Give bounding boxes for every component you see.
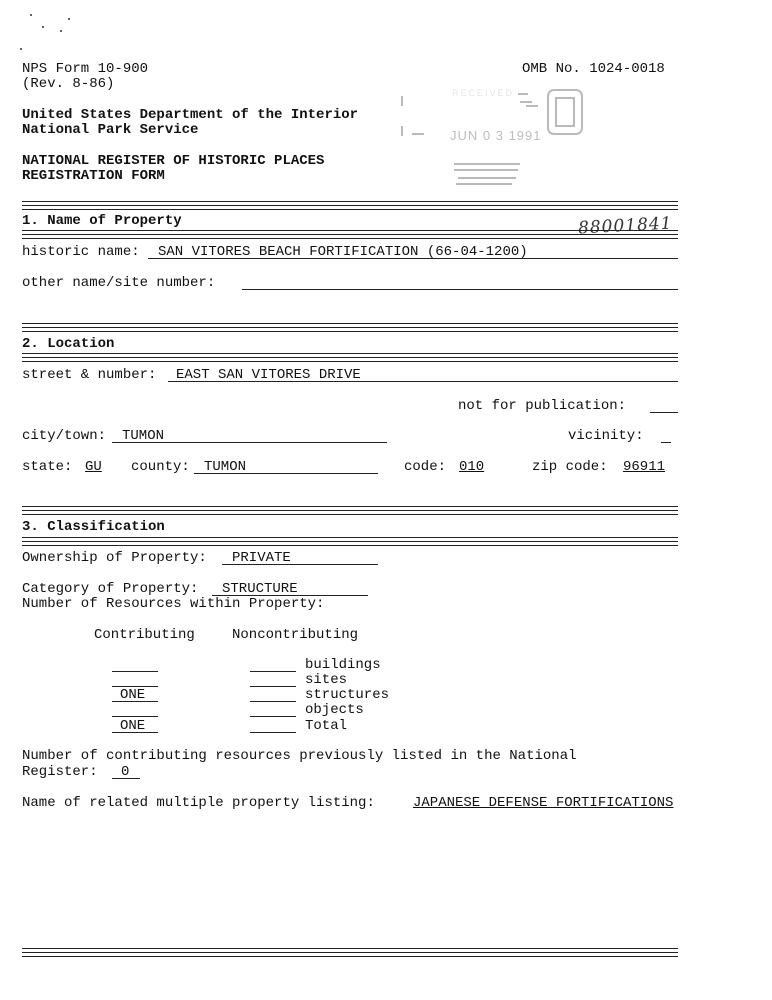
- contributing-value[interactable]: ONE: [120, 687, 146, 703]
- section-divider: [22, 948, 678, 957]
- state-value[interactable]: GU: [85, 459, 102, 475]
- col-contributing: Contributing: [94, 627, 195, 643]
- scan-speck: [20, 48, 22, 50]
- resource-type: sites: [305, 672, 348, 688]
- county-label: county:: [131, 459, 190, 475]
- zip-label: zip code:: [532, 459, 608, 475]
- county-value[interactable]: TUMON: [204, 459, 247, 475]
- noncontributing-underline: [250, 716, 296, 717]
- previously-listed-value[interactable]: 0: [121, 764, 130, 780]
- form-title: REGISTRATION FORM: [22, 168, 165, 184]
- noncontributing-underline: [250, 732, 296, 733]
- resources-label: Number of Resources within Property:: [22, 596, 325, 612]
- category-value[interactable]: STRUCTURE: [222, 581, 298, 597]
- resource-type: buildings: [305, 657, 381, 673]
- noncontributing-underline: [250, 686, 296, 687]
- section-divider: [22, 537, 678, 546]
- street-value[interactable]: EAST SAN VITORES DRIVE: [176, 367, 361, 383]
- contributing-underline: [112, 671, 158, 672]
- vicinity-label: vicinity:: [568, 428, 644, 444]
- scan-speck: [30, 14, 32, 16]
- form-id: NPS Form 10-900: [22, 61, 149, 77]
- noncontributing-underline: [250, 671, 296, 672]
- multiple-property-value[interactable]: JAPANESE DEFENSE FORTIFICATIONS: [413, 795, 674, 811]
- noncontributing-underline: [250, 701, 296, 702]
- city-label: city/town:: [22, 428, 107, 444]
- section-divider: [22, 230, 678, 239]
- section-3-heading: 3. Classification: [22, 519, 165, 535]
- section-divider: [22, 201, 678, 210]
- vicinity-underline: [661, 442, 671, 443]
- register-title: NATIONAL REGISTER OF HISTORIC PLACES: [22, 153, 325, 169]
- resource-type: Total: [305, 718, 348, 734]
- code-label: code:: [404, 459, 447, 475]
- other-name-underline: [242, 289, 678, 290]
- section-divider: [22, 323, 678, 332]
- previously-listed-text: Number of contributing resources previously listed in the National: [22, 748, 577, 764]
- stamp-date: JUN 0 3 1991: [450, 128, 542, 143]
- historic-name-value[interactable]: SAN VITORES BEACH FORTIFICATION (66-04-1200): [158, 244, 528, 260]
- ownership-value[interactable]: PRIVATE: [232, 550, 291, 566]
- city-value[interactable]: TUMON: [122, 428, 165, 444]
- other-name-label: other name/site number:: [22, 275, 216, 291]
- not-for-publication-underline: [650, 412, 678, 413]
- ownership-label: Ownership of Property:: [22, 550, 207, 566]
- stamp-logo-text: RECEIVED: [452, 88, 515, 98]
- contributing-value[interactable]: ONE: [120, 718, 146, 734]
- category-label: Category of Property:: [22, 581, 199, 597]
- section-divider: [22, 506, 678, 515]
- section-2-heading: 2. Location: [22, 336, 115, 352]
- park-service: National Park Service: [22, 122, 199, 138]
- historic-name-label: historic name:: [22, 244, 140, 260]
- scan-speck: [42, 26, 44, 28]
- resource-type: structures: [305, 687, 390, 703]
- form-rev: (Rev. 8-86): [22, 76, 115, 92]
- omb-number: OMB No. 1024-0018: [522, 61, 665, 77]
- reference-number: 88001841: [577, 213, 673, 239]
- multiple-property-label: Name of related multiple property listing:: [22, 795, 375, 811]
- zip-value[interactable]: 96911: [623, 459, 666, 475]
- street-label: street & number:: [22, 367, 157, 383]
- section-1-heading: 1. Name of Property: [22, 213, 182, 229]
- code-value[interactable]: 010: [459, 459, 485, 475]
- received-stamp: [398, 86, 588, 196]
- previously-listed-label: Register:: [22, 764, 98, 780]
- contributing-underline: [112, 716, 158, 717]
- col-noncontributing: Noncontributing: [232, 627, 359, 643]
- section-divider: [22, 353, 678, 362]
- department: United States Department of the Interior: [22, 107, 359, 123]
- resource-type: objects: [305, 702, 364, 718]
- scan-speck: [68, 18, 70, 20]
- not-for-publication-label: not for publication:: [458, 398, 627, 414]
- state-label: state:: [22, 459, 73, 475]
- scan-speck: [60, 30, 62, 32]
